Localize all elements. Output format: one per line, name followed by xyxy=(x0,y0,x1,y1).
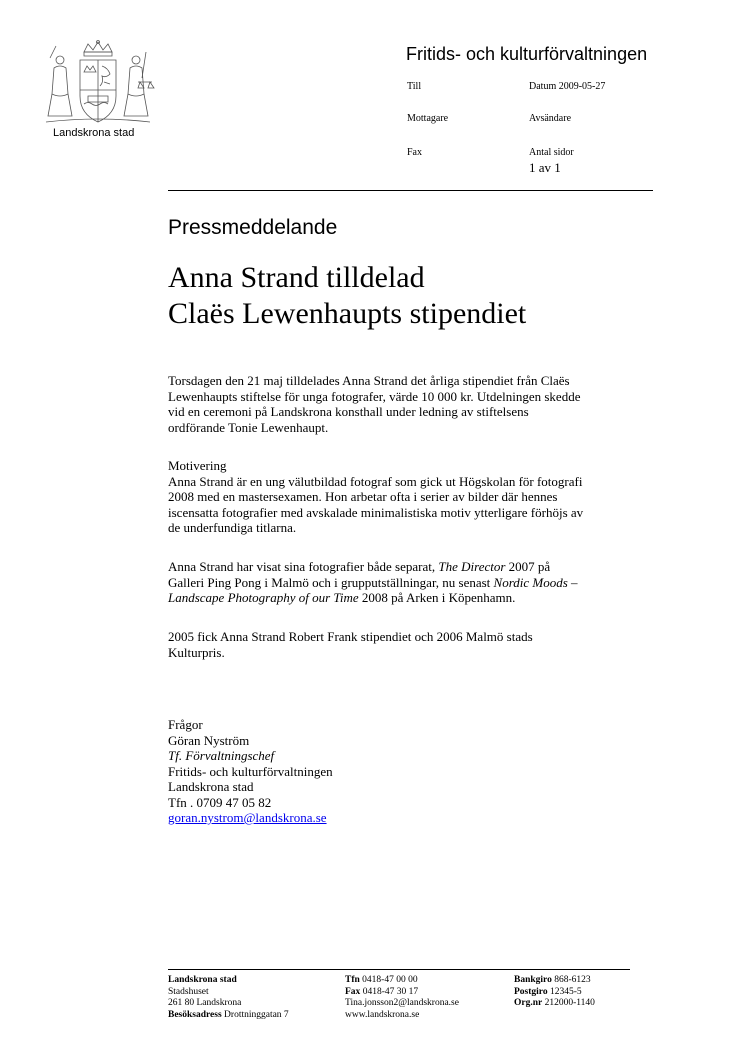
paragraph-line: Lewenhaupts stiftelse för unga fotografer, värde 10 000 kr. Utdelningen skedde xyxy=(168,388,581,404)
footer-postal: 261 80 Landskrona xyxy=(168,998,242,1009)
paragraph-line xyxy=(168,590,658,606)
avsandare-label: Avsändare xyxy=(529,113,572,124)
department-name: Fritids- och kulturförvaltningen xyxy=(406,44,648,64)
headline-line-2: Claës Lewenhaupts stipendiet xyxy=(168,297,527,330)
footer-postgiro-label: Postgiro xyxy=(514,986,548,997)
till-label: Till xyxy=(407,81,422,92)
document-type: Pressmeddelande xyxy=(168,216,338,239)
coat-of-arms-icon xyxy=(38,38,158,130)
italic-title: The Director xyxy=(438,559,506,574)
paragraph-intro xyxy=(168,373,658,435)
antal-sidor-value: 1 av 1 xyxy=(529,160,561,175)
footer-visit-value: Drottninggatan 7 xyxy=(221,1009,289,1020)
header-divider xyxy=(168,190,653,191)
footer-bankgiro-value: 868-6123 xyxy=(551,975,591,985)
text-run: 2008 på Arken i Köpenhamn. xyxy=(358,590,516,605)
italic-title: Landscape Photography of our Time xyxy=(168,590,359,605)
contact-heading: Frågor xyxy=(168,717,203,732)
antal-sidor-label: Antal sidor xyxy=(529,147,574,158)
footer-visit-label: Besöksadress xyxy=(168,1009,222,1020)
paragraph-line: vid en ceremoni på Landskrona konsthall under ledning av stiftelsens xyxy=(168,404,529,419)
footer-bankgiro-label: Bankgiro xyxy=(514,975,552,985)
paragraph-line: Torsdagen den 21 maj tilldelades Anna Strand det årliga stipendiet från Claës xyxy=(168,373,570,388)
italic-title: Nordic Moods – xyxy=(493,574,578,590)
footer-banking xyxy=(514,975,595,1010)
paragraph-exhibitions xyxy=(168,559,658,606)
paragraph-line: 2005 fick Anna Strand Robert Frank stipendiet och 2006 Malmö stads xyxy=(168,629,533,644)
paragraph-motivering xyxy=(168,458,658,536)
footer-contact xyxy=(345,975,459,1021)
paragraph-line: Anna Strand är en ung välutbildad fotograf som gick ut Högskolan för fotografi xyxy=(168,473,583,489)
footer-divider xyxy=(168,969,630,970)
fax-label: Fax xyxy=(407,147,422,158)
footer-website[interactable]: www.landskrona.se xyxy=(345,1009,420,1020)
contact-title xyxy=(168,748,658,764)
footer-fax-label: Fax xyxy=(345,986,361,997)
footer-orgnr-label: Org.nr xyxy=(514,998,543,1009)
paragraph-line: iscensatta fotografier med avskalade minimalistiska motiv ytterligare förhöjs av xyxy=(168,504,584,520)
paragraph-awards xyxy=(168,629,658,660)
footer-postgiro-value: 12345-5 xyxy=(547,986,582,997)
landskrona-coat-of-arms-logo xyxy=(38,38,158,148)
contact-name: Göran Nyström xyxy=(168,732,250,748)
footer-orgnr-value: 212000-1140 xyxy=(542,998,595,1009)
footer-fax-value: 0418-47 30 17 xyxy=(360,986,419,997)
text-run: 2007 på xyxy=(505,559,551,574)
logo-text: Landskrona stad xyxy=(53,127,135,139)
date-field: Datum 2009-05-27 xyxy=(529,81,606,92)
mottagare-label: Mottagare xyxy=(407,113,449,124)
contact-department: Fritids- och kulturförvaltningen xyxy=(168,763,333,779)
footer-org-name: Landskrona stad xyxy=(168,975,237,985)
text-run: Anna Strand har visat sina fotografier både separat, xyxy=(168,559,439,574)
paragraph-line: Kulturpris. xyxy=(168,644,225,660)
paragraph-line xyxy=(168,559,658,575)
headline-line-1: Anna Strand tilldelad xyxy=(168,261,425,294)
paragraph-line: de underfundiga titlarna. xyxy=(168,520,297,535)
text-run: Galleri Ping Pong i Malmö och i grupputställningar, nu senast xyxy=(168,574,494,590)
paragraph-line: ordförande Tonie Lewenhaupt. xyxy=(168,419,329,435)
motivering-heading: Motivering xyxy=(168,458,227,473)
contact-organization: Landskrona stad xyxy=(168,779,254,794)
contact-phone: Tfn . 0709 47 05 82 xyxy=(168,794,272,810)
footer-address xyxy=(168,975,289,1021)
footer-tfn-value: 0418-47 00 00 xyxy=(359,975,418,985)
paragraph-line: 2008 med en mastersexamen. Hon arbetar ofta i serier av bilder där hennes xyxy=(168,489,558,504)
footer-building: Stadshuset xyxy=(168,986,209,997)
contact-email-link[interactable]: goran.nystrom@landskrona.se xyxy=(168,810,327,825)
footer-email[interactable]: Tina.jonsson2@landskrona.se xyxy=(345,998,459,1009)
contact-block xyxy=(168,717,658,826)
footer-tfn-label: Tfn xyxy=(345,975,360,985)
paragraph-line xyxy=(168,575,658,591)
contact-title-text: Tf. Förvaltningschef xyxy=(168,748,275,763)
